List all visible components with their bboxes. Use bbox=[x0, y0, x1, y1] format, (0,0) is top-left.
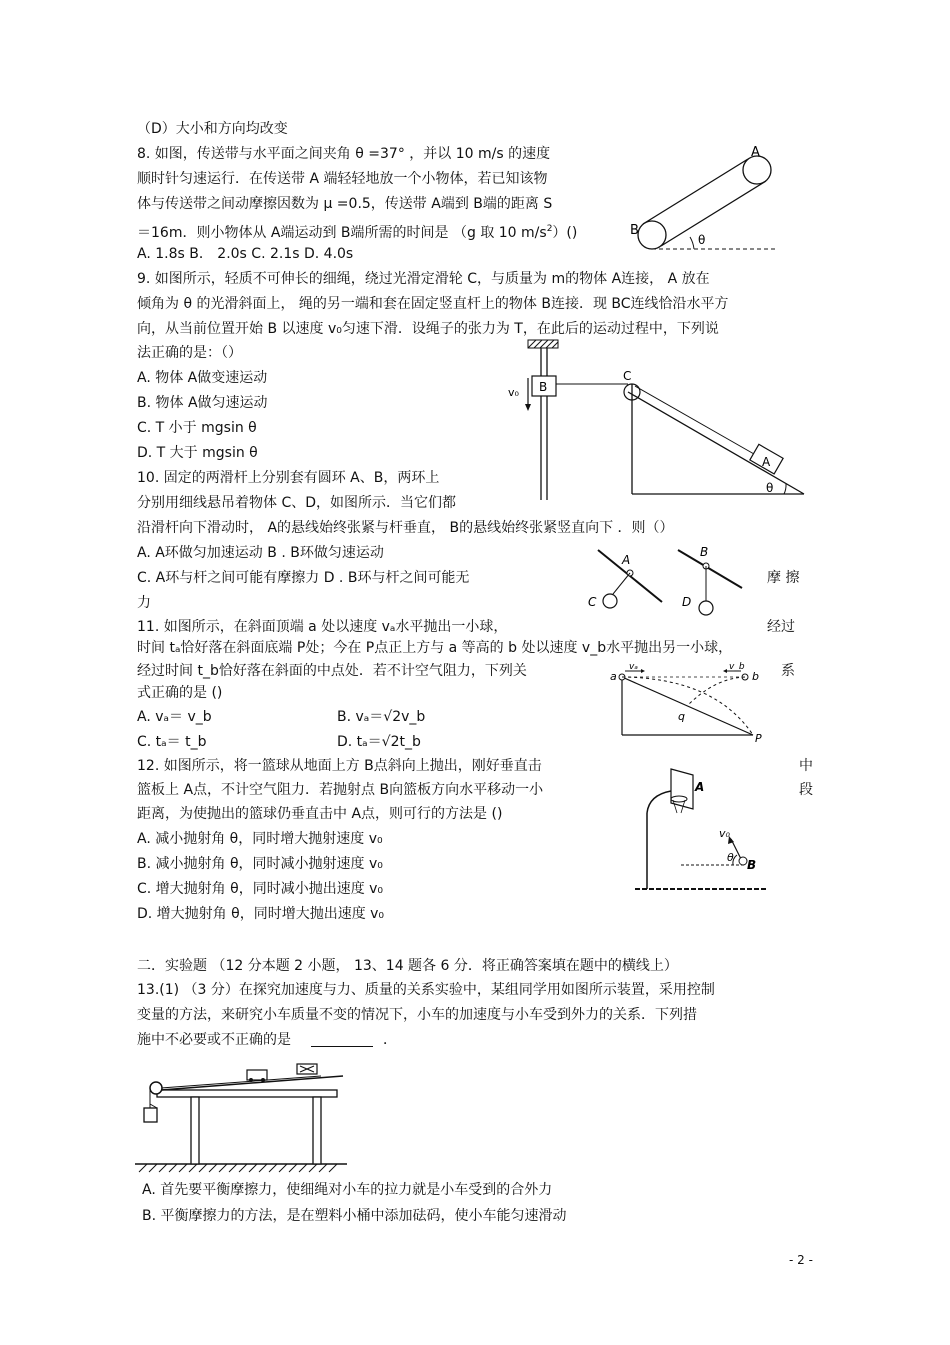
q9-label-a: A bbox=[762, 455, 771, 469]
q8-line-3: 体与传送带之间动摩擦因数为 μ =0.5，传送带 A端到 B端的距离 S bbox=[137, 196, 553, 212]
q12-line-2: 篮板上 A点，不计空气阻力．若抛射点 B向篮板方向水平移动一小 bbox=[137, 782, 544, 798]
sliding-rings-figure bbox=[580, 542, 750, 622]
q9-line-1: 9. 如图所示，轻质不可伸长的细绳，绕过光滑定滑轮 C，与质量为 m的物体 A连接， A 放在 bbox=[137, 271, 710, 287]
q11-label-q: q bbox=[678, 710, 685, 723]
q12-label-b: B bbox=[747, 858, 757, 872]
q12-label-theta: θ bbox=[727, 851, 734, 864]
q8-label-b: B bbox=[630, 223, 639, 238]
q8-label-theta: θ bbox=[698, 233, 706, 247]
q8-exponent: 2 bbox=[546, 224, 553, 234]
q11-label-a: a bbox=[610, 670, 617, 683]
q12-option-a: A. 减小抛射角 θ，同时增大抛射速度 v₀ bbox=[137, 831, 383, 847]
q8-line-4-text: ＝16m．则小物体从 A端运动到 B端所需的时间是 （g 取 10 m/s bbox=[137, 225, 547, 241]
q11-option-d: D. tₐ＝√2t_b bbox=[337, 734, 421, 750]
q13-line-3-text: 施中不必要或不正确的是 bbox=[137, 1032, 291, 1048]
q11-line-3-tail: 系 bbox=[781, 663, 795, 679]
q10-label-a: A bbox=[622, 553, 631, 567]
experiment-apparatus-figure bbox=[135, 1060, 350, 1175]
q10-line-2: 分别用细线悬吊着物体 C、D，如图所示．当它们都 bbox=[137, 495, 457, 511]
q11-line-3: 经过时间 t_b恰好落在斜面的中点处．若不计空气阻力，下列关 bbox=[137, 663, 527, 679]
q9-line-2: 倾角为 θ 的光滑斜面上， 绳的另一端和套在固定竖直杆上的物体 B连接．现 BC连线恰沿水平方 bbox=[137, 296, 729, 312]
q11-label-vb: v_b bbox=[729, 662, 745, 672]
q10-line-3: 沿滑杆向下滑动时， A的悬线始终张紧与杆垂直， B的悬线始终张紧竖直向下 ．则（） bbox=[137, 520, 674, 536]
q11-option-b: B. vₐ＝√2v_b bbox=[337, 709, 426, 725]
q8-line-1: 8. 如图，传送带与水平面之间夹角 θ =37° ，并以 10 m/s 的速度 bbox=[137, 146, 551, 162]
q10-options-cd: C. A环与杆之间可能有摩擦力 D . B环与杆之间可能无 bbox=[137, 570, 470, 586]
q9-option-a: A. 物体 A做变速运动 bbox=[137, 370, 268, 386]
q12-option-b: B. 减小抛射角 θ，同时减小抛射速度 v₀ bbox=[137, 856, 383, 872]
q11-option-c: C. tₐ＝ t_b bbox=[137, 734, 207, 750]
q10-line-1: 10. 固定的两滑杆上分别套有圆环 A、B，两环上 bbox=[137, 470, 440, 486]
q12-option-c: C. 增大抛射角 θ，同时减小抛出速度 v₀ bbox=[137, 881, 384, 897]
q9-label-b: B bbox=[539, 380, 548, 394]
q10-options-cd-tail: 摩 擦 bbox=[767, 570, 800, 586]
q10-label-b: B bbox=[700, 545, 709, 559]
q13-option-b: B. 平衡摩擦力的方法，是在塑料小桶中添加砝码，使小车能匀速滑动 bbox=[142, 1208, 567, 1224]
q12-line-2-tail: 段 bbox=[799, 782, 813, 798]
q13-answer-blank[interactable] bbox=[311, 1034, 373, 1047]
q13-line-3 bbox=[137, 1031, 397, 1049]
q13-line-1: 13.(1) （3 分）在探究加速度与力、质量的关系实验中，某组同学用如图所示装置，采用控制 bbox=[137, 982, 715, 998]
q9-option-d: D. T 大于 mgsin θ bbox=[137, 445, 258, 461]
q9-label-theta: θ bbox=[766, 481, 774, 495]
q11-line-1-tail: 经过 bbox=[767, 619, 795, 635]
q9-option-c: C. T 小于 mgsin θ bbox=[137, 420, 257, 436]
q10-options-cd-end: 力 bbox=[137, 595, 151, 611]
q12-line-3: 距离，为使抛出的篮球仍垂直击中 A点，则可行的方法是 () bbox=[137, 806, 503, 822]
q12-label-a: A bbox=[695, 780, 705, 794]
q7-option-d: （D）大小和方向均改变 bbox=[137, 121, 288, 137]
conveyor-belt-figure bbox=[630, 138, 790, 258]
q11-option-a: A. vₐ＝ v_b bbox=[137, 709, 212, 725]
q13-line-2: 变量的方法，来研究小车质量不变的情况下，小车的加速度与小车受到外力的关系．下列措 bbox=[137, 1007, 697, 1023]
q12-line-1-tail: 中 bbox=[799, 758, 813, 774]
q13-line-3-end: ． bbox=[383, 1032, 397, 1048]
q12-label-v0: v₀ bbox=[719, 827, 730, 840]
page-number: - 2 - bbox=[789, 1253, 813, 1267]
q13-option-a: A. 首先要平衡摩擦力，使细绳对小车的拉力就是小车受到的合外力 bbox=[142, 1182, 553, 1198]
q11-label-p: P bbox=[755, 732, 762, 745]
q8-label-a: A bbox=[751, 145, 760, 160]
basketball-figure bbox=[635, 765, 770, 895]
q9-line-4: 法正确的是：（） bbox=[137, 345, 242, 361]
q9-label-v0: v₀ bbox=[508, 386, 519, 399]
q10-options-ab: A. A环做匀加速运动 B . B环做匀速运动 bbox=[137, 545, 384, 561]
q11-label-va: vₐ bbox=[629, 662, 638, 672]
q8-options: A. 1.8s B． 2.0s C. 2.1s D. 4.0s bbox=[137, 246, 354, 262]
section-2-title: 二．实验题 （12 分本题 2 小题， 13、14 题各 6 分．将正确答案填在题中的横线上） bbox=[137, 958, 678, 974]
q10-label-d: D bbox=[682, 595, 692, 609]
q8-line-4 bbox=[137, 220, 577, 242]
projectile-incline-figure bbox=[605, 660, 775, 745]
q8-line-4-end: ）() bbox=[552, 225, 578, 241]
pulley-incline-figure bbox=[500, 336, 810, 506]
q10-label-c: C bbox=[588, 595, 597, 609]
q11-line-1: 11. 如图所示，在斜面顶端 a 处以速度 vₐ水平抛出一小球， bbox=[137, 619, 508, 635]
q12-option-d: D. 增大抛射角 θ，同时增大抛出速度 v₀ bbox=[137, 906, 385, 922]
q11-line-4: 式正确的是 () bbox=[137, 685, 223, 701]
q8-line-2: 顺时针匀速运行．在传送带 A 端轻轻地放一个小物体，若已知该物 bbox=[137, 171, 548, 187]
q9-option-b: B. 物体 A做匀速运动 bbox=[137, 395, 268, 411]
q11-line-2: 时间 tₐ恰好落在斜面底端 P处；今在 P点正上方与 a 等高的 b 处以速度 v_b水平抛出另一小球， bbox=[137, 640, 733, 656]
q9-line-3: 向，从当前位置开始 B 以速度 v₀匀速下滑．设绳子的张力为 T，在此后的运动过程中，下列说 bbox=[137, 321, 719, 337]
q11-label-b: b bbox=[752, 670, 759, 683]
q12-line-1: 12. 如图所示，将一篮球从地面上方 B点斜向上抛出，刚好垂直击 bbox=[137, 758, 542, 774]
q9-label-c: C bbox=[623, 369, 632, 383]
